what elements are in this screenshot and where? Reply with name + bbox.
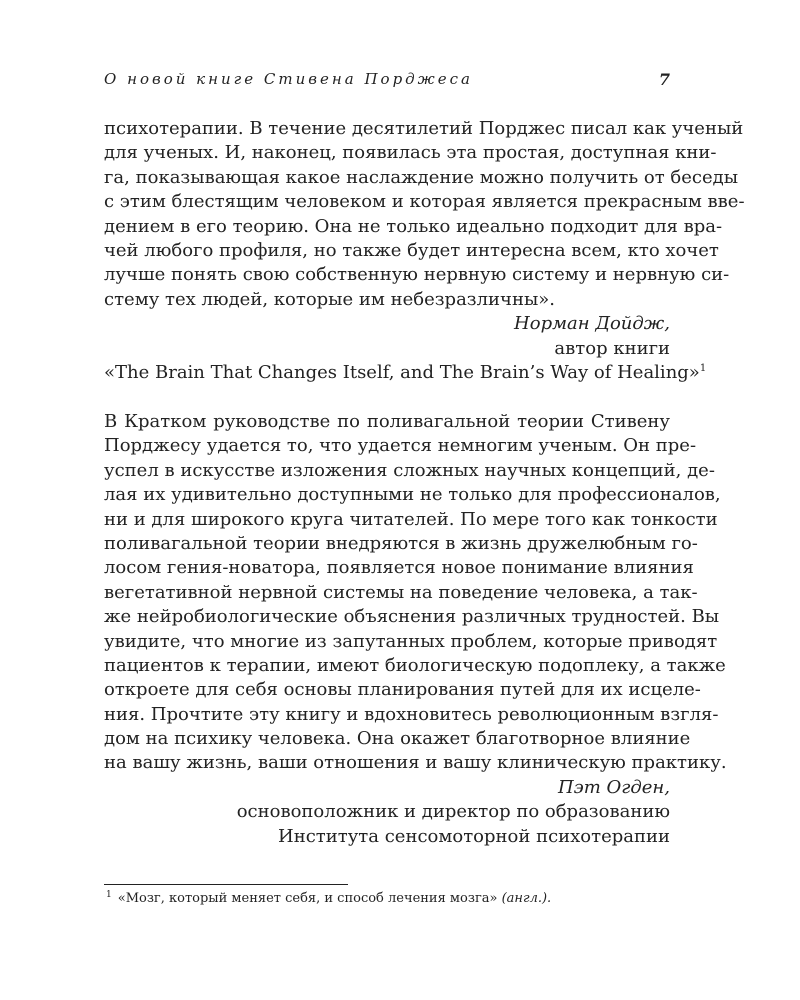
footnote — [104, 890, 670, 906]
quote1-line: психотерапии. В течение десятилетий Порджес писал как ученый — [104, 118, 744, 139]
quote-norman-doidge — [104, 117, 745, 385]
page-number: 7 — [658, 70, 670, 89]
footnote-number: 1 — [106, 890, 112, 900]
running-title: О новой книге Стивена Порджеса — [104, 70, 473, 88]
quote1-line: лучше понять свою собственную нервную систему и нервную си- — [104, 264, 730, 286]
footnote-reference: 1 — [699, 362, 707, 374]
quote1-role: автор книги — [554, 337, 670, 359]
quote1-line: га, показывающая какое наслаждение можно получить от беседы — [104, 166, 739, 188]
footnote-text: «Мозг, который меняет себя, и способ лечения мозга» — [117, 891, 498, 906]
quote2-line: Порджесу удается то, что удается немногим ученым. Он пре- — [104, 435, 697, 457]
quote2-line: успел в искусстве изложения сложных научных концепций, де- — [104, 459, 715, 481]
quote2-role: основоположник и директор по образованию — [236, 801, 670, 823]
quote2-line: ни и для широкого круга читателей. По мере того как тонкости — [104, 508, 718, 530]
quote1-line: с этим блестящим человеком и которая является прекрасным вве- — [104, 191, 745, 213]
quote2-line: пациентов к терапии, имеют биологическую подоплеку, а также — [104, 654, 726, 676]
quote1-book-title — [104, 361, 707, 385]
quote1-line: для ученых. И, наконец, появилась эта простая, доступная кни- — [104, 142, 717, 164]
quote1-line: стему тех людей, которые им небезразличны». — [104, 288, 556, 310]
quote2-line: ния. Прочтите эту книгу и вдохновитесь революционным взгля- — [104, 703, 719, 725]
quote1-line: дением в его теорию. Она не только идеально подходит для вра- — [104, 215, 723, 237]
footnote-note: (англ.). — [501, 891, 552, 906]
quote2-line: откроете для себя основы планирования путей для их исцеле- — [104, 679, 701, 701]
quote1-book-text: «The Brain That Changes Itself, and The Brain’s Way of Healing» — [104, 361, 700, 383]
quote1-author: Норман Дойдж, — [514, 313, 670, 335]
quote2-line: на вашу жизнь, ваши отношения и вашу клиническую практику. — [104, 752, 727, 774]
quote1-line: чей любого профиля, но также будет интересна всем, кто хочет — [104, 239, 719, 261]
quote2-line: увидите, что многие из запутанных проблем, которые приводят — [104, 630, 718, 652]
quote2-line: вегетативной нервной системы на поведение человека, а так- — [104, 581, 698, 603]
quote2-line: лосом гения-новатора, появляется новое понимание влияния — [104, 557, 694, 579]
quote2-author: Пэт Огден, — [557, 776, 670, 798]
quote2-line: поливагальной теории внедряются в жизнь дружелюбным го- — [104, 532, 698, 554]
quote-pat-ogden — [104, 410, 727, 849]
quote2-line: лая их удивительно доступными не только для профессионалов, — [104, 484, 721, 506]
quote2-institution: Института сенсомоторной психотерапии — [278, 825, 670, 847]
running-header — [104, 70, 670, 94]
quote2-line: В Кратком руководстве по поливагальной теории Стивену — [104, 411, 670, 432]
quote2-line: дом на психику человека. Она окажет благотворное влияние — [104, 728, 691, 750]
footnote-divider — [104, 884, 348, 885]
quote2-line: же нейробиологические объяснения различных трудностей. Вы — [104, 606, 720, 628]
